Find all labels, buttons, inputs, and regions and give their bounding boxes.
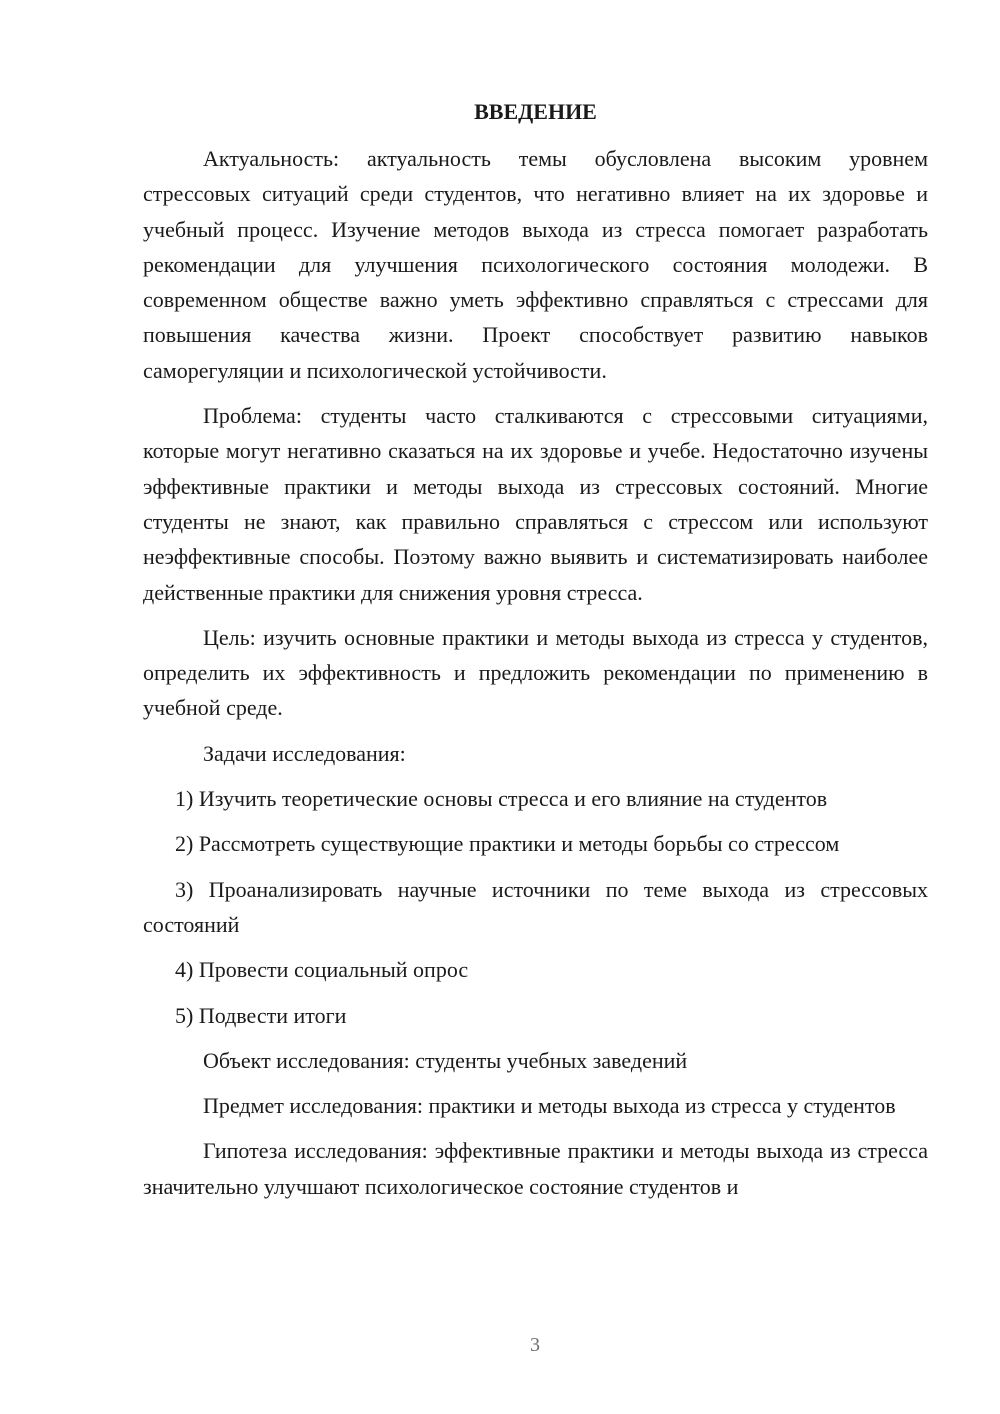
tasks-heading: Задачи исследования: [203, 740, 406, 766]
page-number: 3 [530, 1334, 540, 1356]
problem-paragraph: Проблема: студенты часто сталкиваются с стрессовыми ситуациями, которые могут негативно сказаться на их здоровье и учебе. Недостаточно изучены эффективные практики и методы выхода из стрессовых состояний. Многие студенты не знают, как правильно справляться с стрессом или используют неэффективные способы. Поэтому важно выявить и систематизировать наиболее действенные практики для снижения уровня стресса. [143, 403, 928, 605]
task-item-2: 2) Рассмотреть существующие практики и методы борьбы со стрессом [175, 831, 840, 857]
subject-paragraph: Предмет исследования: практики и методы выхода из стресса у студентов [203, 1093, 896, 1119]
task-item-5: 5) Подвести итоги [175, 1002, 347, 1028]
section-title: ВВЕДЕНИЕ [474, 99, 597, 124]
relevance-paragraph: Актуальность: актуальность темы обусловлена высоким уровнем стрессовых ситуаций среди студентов, что негативно влияет на их здоровье и учебный процесс. Изучение методов выхода из стресса помогает разработать рекомендации для улучшения психологического состояния молодежи. В современном обществе важно уметь эффективно справляться с стрессами для повышения качества жизни. Проект способствует развитию навыков саморегуляции и психологической устойчивости. [143, 146, 928, 383]
task-item-3: 3) Проанализировать научные источники по теме выхода из стрессовых состояний [143, 876, 928, 937]
task-item-4: 4) Провести социальный опрос [175, 957, 469, 983]
page-content [143, 94, 928, 1214]
task-item-1: 1) Изучить теоретические основы стресса и его влияние на студентов [175, 786, 828, 812]
goal-paragraph: Цель: изучить основные практики и методы выхода из стресса у студентов, определить их эффективность и предложить рекомендации по применению в учебной среде. [143, 624, 928, 721]
hypothesis-paragraph: Гипотеза исследования: эффективные практики и методы выхода из стресса значительно улучшают психологическое состояние студентов и [143, 1138, 928, 1199]
object-paragraph: Объект исследования: студенты учебных заведений [203, 1047, 688, 1073]
